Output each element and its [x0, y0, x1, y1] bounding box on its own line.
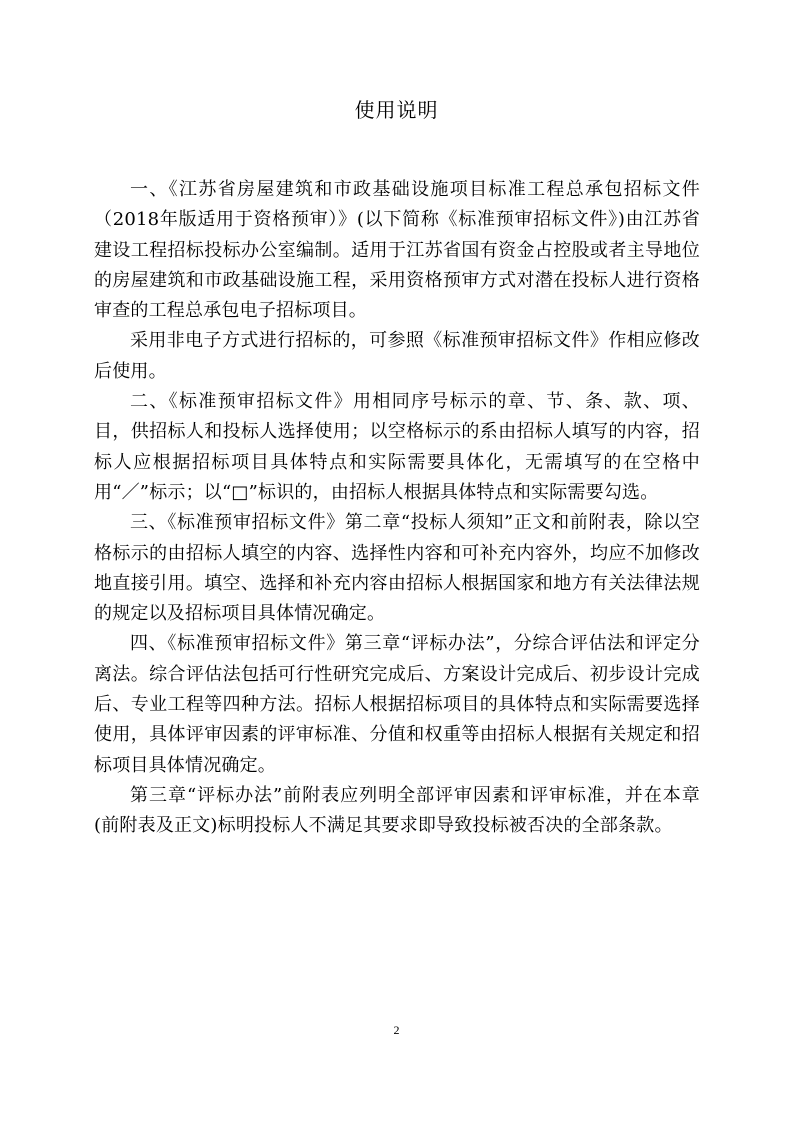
page-title: 使用说明: [354, 98, 439, 122]
paragraph-chapter-three: 第三章“评标办法”前附表应列明全部评审因素和评审标准，并在本章(前附表及正文)标明投标人不满足其要求即导致投标被否决的全部条款。: [94, 784, 700, 837]
paragraph-non-electronic: 采用非电子方式进行招标的，可参照《标准预审招标文件》作相应修改后使用。: [94, 330, 700, 382]
page-number: 2: [393, 1023, 400, 1037]
paragraph-two: 二、《标准预审招标文件》用相同序号标示的章、节、条、款、项、目，供招标人和投标人选择使用；以空格标示的系由招标人填写的内容，招标人应根据招标项目具体特点和实际需要具体化，无需填写的在空格中用“／”标示；以“□”标识的，由招标人根据具体特点和实际需要勾选。: [94, 391, 700, 503]
document-body: [94, 175, 700, 842]
paragraph-intro: 一、《江苏省房屋建筑和市政基础设施项目标准工程总承包招标文件（2018年版适用于资格预审）》(以下简称《标准预审招标文件》)由江苏省建设工程招标投标办公室编制。适用于江苏省国有资金占控股或者主导地位的房屋建筑和市政基础设施工程，采用资格预审方式对潜在投标人进行资格审查的工程总承包电子招标项目。: [94, 179, 700, 322]
paragraph-four: 四、《标准预审招标文件》第三章“评标办法”，分综合评估法和评定分离法。综合评估法包括可行性研究完成后、方案设计完成后、初步设计完成后、专业工程等四种方法。招标人根据招标项目的具体特点和实际需要选择使用，具体评审因素的评审标准、分值和权重等由招标人根据有关规定和招标项目具体情况确定。: [94, 633, 700, 776]
paragraph-three: 三、《标准预审招标文件》第二章“投标人须知”正文和前附表，除以空格标示的由招标人填空的内容、选择性内容和可补充内容外，均应不加修改地直接引用。填空、选择和补充内容由招标人根据国家和地方有关法律法规的规定以及招标项目具体情况确定。: [94, 512, 700, 625]
